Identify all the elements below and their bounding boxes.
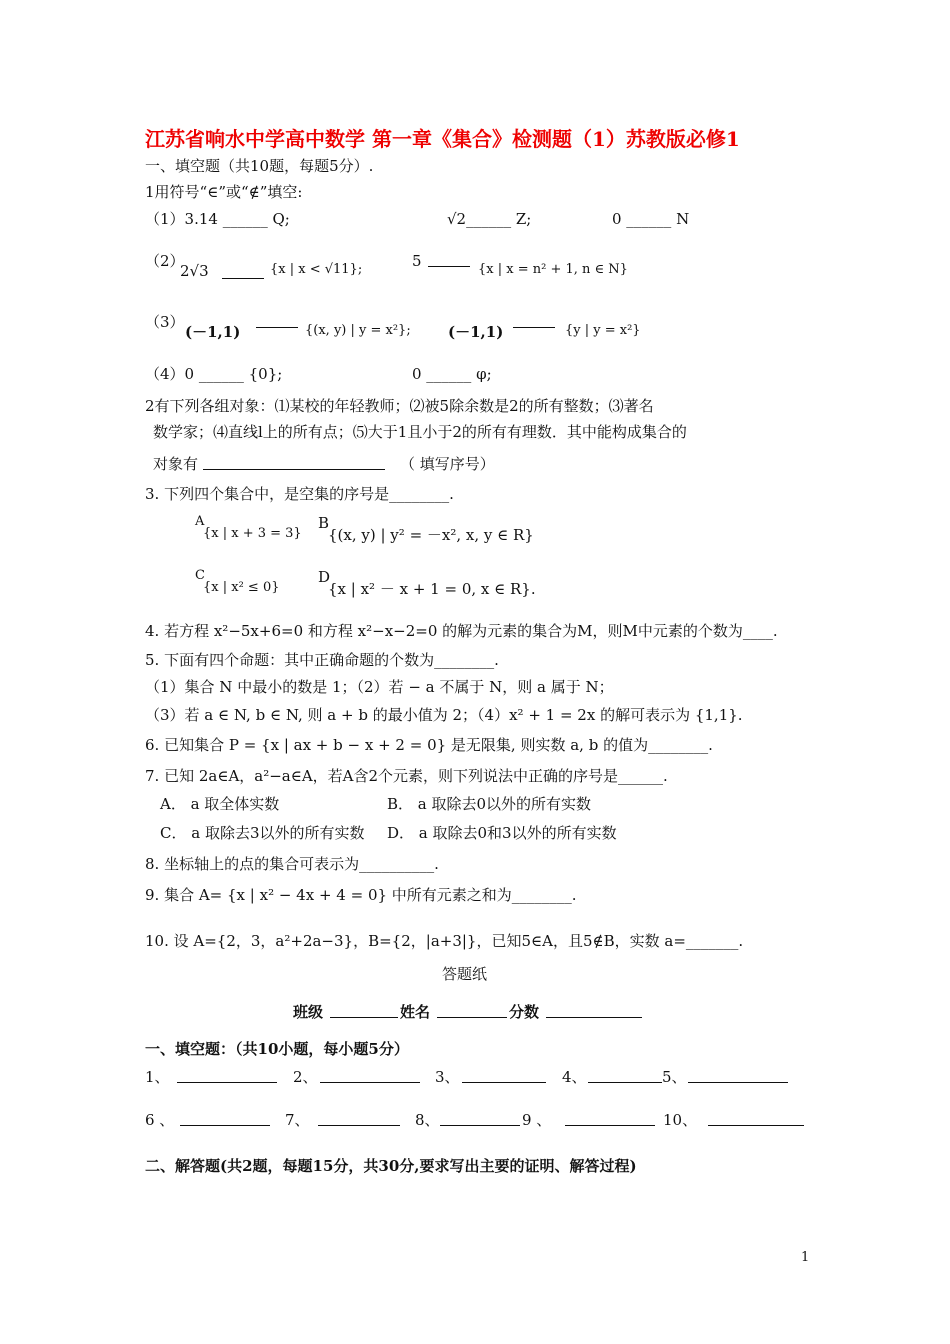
q4-text: 4. 若方程 x²−5x+6=0 和方程 x²−x−2=0 的解为元素的集合为M，则M中元素的个数为____.: [145, 622, 778, 640]
section-heading-fill-in: 一、填空题（共10题，每题5分）.: [145, 157, 374, 175]
answer-label-1: 1、: [145, 1068, 170, 1086]
q1-row2-set2: {x | x = n² + 1, n ∈ N}: [478, 262, 628, 277]
answer-blank-5: [688, 1068, 788, 1083]
answer-label-7: 7、: [285, 1111, 310, 1129]
q5-line1: （1）集合 N 中最小的数是 1；（2）若 − a 不属于 N，则 a 属于 N；: [145, 678, 614, 696]
q5-stem: 5. 下面有四个命题：其中正确命题的个数为________.: [145, 651, 499, 669]
q1-row3-blank2: [513, 313, 555, 328]
q9-text: 9. 集合 A= {x | x² − 4x + 4 = 0} 中所有元素之和为________.: [145, 886, 577, 904]
answer-label-10: 10、: [663, 1111, 698, 1129]
q1-row2-set1: {x | x < √11};: [270, 262, 363, 277]
answer-sheet-heading: 答题纸: [442, 965, 488, 983]
score-label: 分数: [509, 1003, 540, 1021]
q1-row4-part2: 0 ______ φ;: [412, 365, 492, 383]
q1-row2-label: （2）: [145, 252, 185, 270]
q1-row2-blank1: [222, 264, 264, 279]
q1-row3-blank1: [256, 313, 298, 328]
q1-row2-expr2: 5: [412, 252, 422, 270]
class-field: [330, 1003, 398, 1018]
answer-blank-3: [462, 1068, 546, 1083]
answer-blank-6: [180, 1111, 270, 1126]
answer-blank-10: [708, 1111, 804, 1126]
q3-option-d-set: {x | x² － x + 1 = 0, x ∈ R}.: [328, 580, 536, 598]
q3-option-a-label: A: [195, 514, 205, 529]
answer-label-8: 8、: [415, 1111, 440, 1129]
q1-row4-part1: （4）0 ______ {0};: [145, 365, 283, 383]
q10-text: 10. 设 A={2，3，a²+2a−3}，B={2，|a+3|}，已知5∈A，且5∉B，实数 a=_______.: [145, 932, 744, 950]
q1-row1-part1: （1）3.14 ______ Q;: [145, 210, 290, 228]
q7-option-c: C． a 取除去3以外的所有实数: [160, 824, 365, 842]
answer-blank-7: [318, 1111, 400, 1126]
class-label: 班级: [293, 1003, 324, 1021]
q1-stem: 1用符号“∈”或“∉”填空:: [145, 183, 303, 201]
q2-line3-note: （ 填写序号）: [400, 455, 495, 473]
q1-row2-blank2: [428, 252, 470, 267]
q3-option-c-label: C: [195, 568, 205, 583]
answer-blank-1: [177, 1068, 277, 1083]
answer-section2-heading: 二、解答题(共2题，每题15分，共30分,要求写出主要的证明、解答过程): [145, 1157, 637, 1175]
q3-stem: 3. 下列四个集合中，是空集的序号是________.: [145, 485, 454, 503]
q1-row1-part3: 0 ______ N: [612, 210, 690, 228]
answer-section1-heading: 一、填空题：（共10小题，每小题5分）: [145, 1040, 409, 1058]
q2-line1: 2有下列各组对象：⑴某校的年轻教师；⑵被5除余数是2的所有整数；⑶著名: [145, 397, 654, 415]
q2-line2: 数学家；⑷直线l上的所有点；⑸大于1且小于2的所有有理数．其中能构成集合的: [153, 423, 687, 441]
q2-answer-blank: [203, 455, 385, 470]
answer-blank-8: [440, 1111, 520, 1126]
page-number: 1: [801, 1250, 810, 1265]
answer-label-3: 3、: [435, 1068, 460, 1086]
name-field: [437, 1003, 507, 1018]
answer-blank-9: [565, 1111, 655, 1126]
q8-text: 8. 坐标轴上的点的集合可表示为__________.: [145, 855, 439, 873]
q1-row2-expr1: 2√3: [180, 262, 209, 280]
answer-blank-2: [320, 1068, 420, 1083]
q1-row3-set1: {(x, y) | y = x²};: [305, 323, 411, 338]
document-title: 江苏省响水中学高中数学 第一章《集合》检测题（1）苏教版必修1: [145, 127, 740, 151]
q1-row1-part2: √2______ Z;: [447, 210, 532, 228]
q1-row3-label: （3）: [145, 313, 185, 331]
answer-label-5: 5、: [662, 1068, 687, 1086]
q7-option-b: B． a 取除去0以外的所有实数: [387, 795, 592, 813]
name-label: 姓名: [400, 1003, 431, 1021]
answer-blank-4: [588, 1068, 662, 1083]
q3-option-d-label: D: [318, 568, 331, 586]
score-field: [546, 1003, 642, 1018]
q7-option-d: D． a 取除去0和3以外的所有实数: [387, 824, 617, 842]
q1-row3-set2: {y | y = x²}: [565, 323, 641, 338]
answer-label-6: 6 、: [145, 1111, 175, 1129]
q3-option-a-set: {x | x + 3 = 3}: [203, 526, 302, 541]
q3-option-b-set: {(x, y) | y² = －x², x, y ∈ R}: [328, 526, 534, 544]
q2-line3-label: 对象有: [153, 455, 199, 473]
answer-label-2: 2、: [293, 1068, 318, 1086]
q3-option-b-label: B: [318, 514, 330, 532]
q5-line2: （3）若 a ∈ N, b ∈ N, 则 a + b 的最小值为 2；（4）x² + 1 = 2x 的解可表示为 {1,1}.: [145, 706, 743, 724]
q6-text: 6. 已知集合 P = {x | ax + b − x + 2 = 0} 是无限集, 则实数 a, b 的值为________.: [145, 736, 713, 754]
q1-row3-expr1: (－1,1): [185, 323, 241, 341]
q1-row3-expr2: (－1,1): [448, 323, 504, 341]
answer-label-9: 9 、: [522, 1111, 552, 1129]
q7-stem: 7. 已知 2a∈A，a²−a∈A，若A含2个元素，则下列说法中正确的序号是______.: [145, 767, 668, 785]
q3-option-c-set: {x | x² ≤ 0}: [203, 580, 280, 595]
q7-option-a: A． a 取全体实数: [160, 795, 280, 813]
answer-label-4: 4、: [562, 1068, 587, 1086]
